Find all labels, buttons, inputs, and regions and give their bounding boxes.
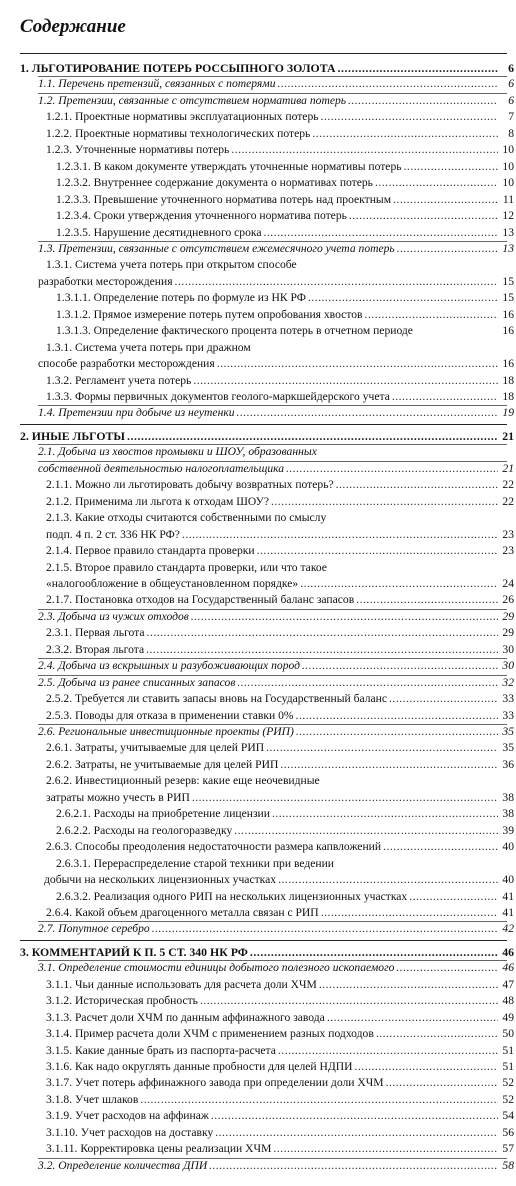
dot-leader — [192, 790, 498, 806]
toc-entry[interactable] — [0, 257, 516, 273]
dot-leader — [147, 625, 498, 641]
toc-entry[interactable] — [0, 724, 516, 740]
dot-leader — [349, 208, 498, 224]
toc-entry-text: 3.1.1. Чьи данные использовать для расчета доли ХЧМ — [46, 977, 317, 991]
dot-leader — [319, 977, 498, 993]
toc-entry-text: способе разработки месторождения — [38, 357, 215, 371]
toc-entry[interactable] — [0, 510, 516, 526]
dot-leader — [250, 944, 498, 960]
toc-entry[interactable] — [0, 241, 516, 257]
toc-entry[interactable] — [0, 290, 516, 306]
toc-page-number: 29 — [502, 609, 514, 623]
toc-entry[interactable] — [0, 340, 516, 356]
toc-page-number: 16 — [502, 357, 514, 371]
toc-entry[interactable] — [0, 389, 516, 405]
toc-entry-text: 3.1. Определение стоимости единицы добытого полезного ископаемого — [38, 961, 395, 975]
toc-entry[interactable] — [0, 1010, 516, 1026]
dot-leader — [312, 126, 498, 142]
toc-page-number: 10 — [502, 176, 514, 190]
dot-leader — [191, 609, 498, 625]
dot-leader — [200, 993, 498, 1009]
toc-entry[interactable] — [0, 790, 516, 806]
toc-entry-text: 2.5. Добыча из ранее списанных запасов — [38, 675, 236, 689]
dot-leader — [321, 109, 498, 125]
toc-entry[interactable] — [0, 625, 516, 641]
dot-leader — [302, 658, 498, 674]
toc-page-number: 23 — [502, 544, 514, 558]
toc-page-number: 19 — [502, 406, 514, 420]
dot-leader — [127, 428, 498, 444]
toc-entry-text: «налогообложение в общеустановленном порядке» — [46, 576, 299, 590]
toc-page-number: 29 — [502, 626, 514, 640]
toc-entry[interactable] — [0, 740, 516, 756]
toc-page-number: 38 — [502, 790, 514, 804]
toc-entry[interactable] — [0, 373, 516, 389]
toc-page-number: 30 — [502, 659, 514, 673]
toc-page-number: 13 — [502, 225, 514, 239]
dot-leader — [215, 1125, 498, 1141]
toc-entry[interactable] — [0, 274, 516, 290]
toc-entry[interactable] — [0, 1026, 516, 1042]
toc-entry[interactable] — [0, 592, 516, 608]
toc-entry-text: 3.1.4. Пример расчета доли ХЧМ с применением разных подходов — [46, 1027, 374, 1041]
toc-entry-text: 2.6.3.1. Перераспределение старой техники при ведении — [56, 856, 335, 870]
toc-entry-text: 2.4. Добыча из вскрышных и разубоживающих пород — [38, 659, 300, 673]
dot-leader — [296, 708, 498, 724]
toc-entry[interactable] — [0, 444, 516, 460]
dot-leader — [278, 76, 499, 92]
title-divider — [20, 53, 507, 54]
dot-leader — [409, 889, 498, 905]
toc-entry-text: 2.1.4. Первое правило стандарта проверки — [46, 544, 255, 558]
dot-leader — [308, 290, 498, 306]
toc-page-number: 51 — [502, 1060, 514, 1073]
chapter-divider — [20, 424, 507, 425]
toc-entry[interactable] — [0, 60, 516, 76]
toc-entry[interactable] — [0, 126, 516, 142]
toc-page-number: 46 — [502, 944, 514, 959]
toc-page-number: 6 — [508, 61, 514, 75]
dot-leader — [386, 1075, 498, 1091]
toc-page-number: 42 — [502, 922, 514, 936]
toc-entry-text: 2.1.5. Второе правило стандарта проверки, или что такое — [46, 560, 327, 574]
toc-page-number: 47 — [502, 977, 514, 991]
toc-entry[interactable] — [0, 658, 516, 674]
toc-entry-text: 1.3.1.1. Определение потерь по формуле из НК РФ — [56, 291, 306, 305]
dot-leader — [263, 225, 498, 241]
toc-entry[interactable] — [0, 839, 516, 855]
dot-leader — [321, 905, 498, 921]
toc-entry-text: 3.1.3. Расчет доли ХЧМ по данным аффинажного завода — [46, 1010, 325, 1024]
toc-entry-text: 2.6.3. Способы преодоления недостаточности размера капвложений — [46, 840, 382, 854]
dot-leader — [355, 1059, 498, 1075]
toc-page-number: 48 — [502, 994, 514, 1008]
toc-entry-text: 3.1.9. Учет расходов на аффинаж — [46, 1109, 209, 1123]
toc-entry-text: 3.1.5. Какие данные брать из паспорта-расчета — [46, 1043, 276, 1057]
toc-entry-text: 1.2.3.3. Превышение уточненного норматива потерь над проектным — [56, 192, 392, 206]
toc-entry-text: 1.3.1. Система учета потерь при дражном — [46, 340, 251, 354]
toc-page-number: 40 — [502, 873, 514, 887]
toc-entry[interactable] — [0, 1092, 516, 1108]
dot-leader — [231, 142, 498, 158]
toc-page-number: 50 — [502, 1027, 514, 1041]
dot-leader — [273, 1141, 498, 1157]
toc-entry-text: 1.2.1. Проектные нормативы эксплуатационных потерь — [46, 110, 319, 124]
dot-leader — [266, 740, 498, 756]
toc-entry[interactable] — [0, 1075, 516, 1091]
toc-page-number: 56 — [502, 1125, 514, 1139]
toc-entry[interactable] — [0, 93, 516, 109]
dot-leader — [393, 192, 498, 208]
dot-leader — [336, 477, 498, 493]
toc-page-number: 12 — [502, 209, 514, 223]
toc-entry[interactable] — [0, 856, 516, 872]
chapter-divider — [20, 940, 507, 941]
dot-leader — [271, 494, 498, 510]
toc-entry-text: 1.2.3.2. Внутреннее содержание документа о нормативах потерь — [56, 176, 373, 190]
toc-entry[interactable] — [0, 1125, 516, 1141]
toc-page-number: 41 — [502, 889, 514, 903]
toc-page-number: 23 — [502, 527, 514, 541]
toc-entry[interactable] — [0, 823, 516, 839]
dot-leader — [300, 576, 498, 592]
toc-page-number: 21 — [502, 461, 514, 475]
toc-entry[interactable] — [0, 609, 516, 625]
toc-entry-text: 2.6.2.1. Расходы на приобретение лицензии — [56, 807, 270, 821]
toc-entry-text: 3.1.6. Как надо округлять данные пробности для целей НДПИ — [46, 1060, 353, 1073]
toc-entry[interactable] — [0, 208, 516, 224]
toc-entry[interactable] — [0, 1141, 516, 1157]
toc-page-number: 11 — [502, 192, 514, 206]
toc-entry-text: собственной деятельностью налогоплательщика — [38, 461, 285, 475]
dot-leader — [209, 1158, 498, 1174]
toc-entry-text: 1. ЛЬГОТИРОВАНИЕ ПОТЕРЬ РОССЫПНОГО ЗОЛОТА — [20, 61, 336, 75]
toc-entry-text: 2.5.3. Поводы для отказа в применении ставки 0% — [46, 708, 294, 722]
toc-page-number: 22 — [502, 494, 514, 508]
toc-entry-text: 2.6.1. Затраты, учитываемые для целей РИП — [46, 741, 265, 755]
toc-page-number: 10 — [502, 159, 514, 173]
toc-entry-text: 1.2.3. Уточненные нормативы потерь — [46, 143, 230, 157]
toc-page-number: 51 — [502, 1043, 514, 1057]
dot-leader — [286, 461, 498, 477]
toc-entry-text: 2.6.2.2. Расходы на геологоразведку — [56, 823, 233, 837]
toc-entry-text: 1.3.1.2. Прямое измерение потерь путем опробования хвостов — [56, 307, 363, 321]
toc-entry[interactable] — [0, 225, 516, 241]
dot-leader — [152, 921, 498, 937]
toc-entry-text: 2.3. Добыча из чужих отходов — [38, 609, 189, 623]
page-title: Содержание — [20, 16, 126, 37]
toc-entry-text: 1.3. Претензии, связанные с отсутствием ежемесячного учета потерь — [38, 241, 395, 255]
toc-entry-text: 3.1.10. Учет расходов на доставку — [46, 1125, 214, 1139]
toc-entry[interactable] — [0, 192, 516, 208]
toc-page-number: 10 — [502, 143, 514, 157]
dot-leader — [175, 274, 498, 290]
toc-entry[interactable] — [0, 494, 516, 510]
toc-entry-text: 2.6.4. Какой объем драгоценного металла связан с РИП — [46, 905, 319, 919]
toc-entry[interactable] — [0, 642, 516, 658]
toc-entry-text: 1.4. Претензии при добыче из неутенки — [38, 406, 235, 420]
dot-leader — [217, 356, 498, 372]
dot-leader — [375, 175, 498, 191]
toc-entry[interactable] — [0, 323, 516, 339]
toc-page-number: 18 — [502, 373, 514, 387]
toc-entry[interactable] — [0, 109, 516, 125]
toc-page-number: 41 — [502, 905, 514, 919]
toc-page-number: 16 — [502, 307, 514, 321]
toc-entry-text: 3.1.8. Учет шлаков — [46, 1092, 139, 1106]
toc-page-number: 15 — [502, 274, 514, 288]
toc-entry-text: 2.6.2. Затраты, не учитываемые для целей РИП — [46, 757, 279, 771]
toc-page-number: 32 — [502, 675, 514, 689]
toc-page-number: 8 — [508, 126, 514, 140]
toc-page-number: 40 — [502, 840, 514, 854]
toc-entry-text: добычи на нескольких лицензионных участках — [44, 873, 277, 887]
dot-leader — [338, 60, 498, 76]
dot-leader — [237, 675, 498, 691]
toc-page-number: 30 — [502, 642, 514, 656]
dot-leader — [365, 307, 499, 323]
toc-entry[interactable] — [0, 757, 516, 773]
toc-page-number: 39 — [502, 823, 514, 837]
toc-entry-text: 1.2. Претензии, связанные с отсутствием норматива потерь — [38, 93, 347, 107]
dot-leader — [348, 93, 498, 109]
toc-entry-text: 2.1.2. Применима ли льгота к отходам ШОУ? — [46, 494, 269, 508]
toc-entry-text: 1.3.1. Система учета потерь при открытом способе — [46, 258, 297, 272]
toc-page-number: 36 — [502, 757, 514, 771]
dot-leader — [327, 1010, 498, 1026]
toc-entry-text: 3.2. Определение количества ДПИ — [38, 1158, 208, 1172]
dot-leader — [383, 839, 498, 855]
toc-page-number: 13 — [502, 241, 514, 255]
toc-page-number: 18 — [502, 390, 514, 403]
toc-entry[interactable] — [0, 773, 516, 789]
toc-page-number: 33 — [502, 692, 514, 706]
toc-entry-text: 3.1.7. Учет потерь аффинажного завода при определении доли ХЧМ — [46, 1076, 384, 1090]
toc-entry-text: 2.1.7. Постановка отходов на Государственный баланс запасов — [46, 593, 355, 607]
toc-entry-text: 2.6.2. Инвестиционный резерв: какие еще неочевидные — [46, 774, 320, 788]
toc-page-number: 24 — [502, 576, 514, 590]
toc-page-number: 57 — [502, 1142, 514, 1156]
dot-leader — [272, 806, 498, 822]
toc-entry-text: 1.2.3.4. Сроки утверждения уточненного норматива потерь — [56, 209, 347, 223]
toc-entry-text: 2.6.3.2. Реализация одного РИП на нескольких лицензионных участках — [56, 889, 408, 903]
toc-entry[interactable] — [0, 905, 516, 921]
toc-page-number: 6 — [508, 77, 514, 91]
toc-entry[interactable] — [0, 560, 516, 576]
toc-page-number: 21 — [502, 428, 514, 443]
toc-entry[interactable] — [0, 461, 516, 477]
toc-entry[interactable] — [0, 543, 516, 559]
toc-entry-text: затраты можно учесть в РИП — [46, 790, 190, 804]
toc-page-number: 7 — [508, 110, 514, 124]
dot-leader — [146, 642, 498, 658]
toc-page-number: 52 — [502, 1076, 514, 1090]
toc-entry[interactable] — [0, 477, 516, 493]
toc-page-number: 22 — [502, 478, 514, 492]
toc-entry-text: 1.3.2. Регламент учета потерь — [46, 373, 192, 387]
toc-entry-text: 2.5.2. Требуется ли ставить запасы вновь на Государственный баланс — [46, 692, 388, 706]
dot-leader — [404, 159, 498, 175]
toc-entry-text: 2.3.2. Вторая льгота — [46, 642, 145, 656]
toc-entry-text: подп. 4 п. 2 ст. 336 НК РФ? — [46, 527, 180, 541]
dot-leader — [376, 1026, 498, 1042]
toc-entry[interactable] — [0, 1158, 516, 1174]
toc-page-number: 26 — [502, 593, 514, 607]
toc-entry[interactable] — [0, 993, 516, 1009]
dot-leader — [182, 527, 498, 543]
toc-entry-text: 3.1.2. Историческая пробность — [46, 994, 198, 1008]
toc-entry-text: 2. ИНЫЕ ЛЬГОТЫ — [20, 428, 125, 443]
toc-entry[interactable] — [0, 142, 516, 158]
toc-page-number: 38 — [502, 807, 514, 821]
toc-page-number: 15 — [502, 291, 514, 305]
dot-leader — [257, 543, 498, 559]
toc-entry[interactable] — [0, 405, 516, 421]
toc-entry[interactable] — [0, 691, 516, 707]
toc-entry-text: 1.1. Перечень претензий, связанных с потерями — [38, 77, 276, 91]
toc-entry-text: 1.3.3. Формы первичных документов геолого-маркшейдерского учета — [46, 390, 390, 403]
toc-entry[interactable] — [0, 527, 516, 543]
toc-entry-text: 1.2.2. Проектные нормативы технологических потерь — [46, 126, 311, 140]
toc-page-number: 35 — [502, 741, 514, 755]
dot-leader — [280, 757, 498, 773]
toc-entry-text: 2.7. Попутное серебро — [38, 922, 150, 936]
toc-page-number: 54 — [502, 1109, 514, 1123]
toc-page-number: 6 — [508, 93, 514, 107]
dot-leader — [397, 241, 498, 257]
toc-entry-text: разработки месторождения — [38, 274, 173, 288]
dot-leader — [389, 691, 498, 707]
toc-entry[interactable] — [0, 159, 516, 175]
toc-entry[interactable] — [0, 977, 516, 993]
toc-entry-text: 1.2.3.5. Нарушение десятидневного срока — [56, 225, 262, 239]
toc-entry[interactable] — [0, 576, 516, 592]
toc-entry-text: 2.3.1. Первая льгота — [46, 626, 145, 640]
toc-entry[interactable] — [0, 872, 516, 888]
toc-page-number: 58 — [502, 1158, 514, 1172]
toc-entry-text: 1.3.1.3. Определение фактического процента потерь в отчетном периоде — [56, 324, 413, 338]
toc-entry-text: 1.2.3.1. В каком документе утверждать уточненные нормативы потерь — [56, 159, 402, 173]
toc-entry[interactable] — [0, 428, 516, 444]
dot-leader — [396, 960, 498, 976]
dot-leader — [392, 389, 498, 405]
toc-entry[interactable] — [0, 1108, 516, 1124]
toc-entry[interactable] — [0, 806, 516, 822]
dot-leader — [278, 1043, 498, 1059]
dot-leader — [211, 1108, 498, 1124]
toc-entry-text: 2.1.1. Можно ли льготировать добычу возвратных потерь? — [46, 478, 334, 492]
toc-entry[interactable] — [0, 1043, 516, 1059]
toc-entry[interactable] — [0, 307, 516, 323]
toc-page-number: 35 — [502, 725, 514, 738]
dot-leader — [356, 592, 498, 608]
dot-leader — [296, 724, 498, 740]
toc-entry[interactable] — [0, 76, 516, 92]
toc-entry[interactable] — [0, 175, 516, 191]
toc-entry-text: 3. КОММЕНТАРИЙ К П. 5 СТ. 340 НК РФ — [20, 944, 248, 959]
toc-entry[interactable] — [0, 1059, 516, 1075]
toc-entry-text: 2.6. Региональные инвестиционные проекты (РИП) — [38, 725, 294, 738]
toc-entry[interactable] — [0, 356, 516, 372]
toc-entry[interactable] — [0, 708, 516, 724]
toc-entry-text: 2.1. Добыча из хвостов промывки и ШОУ, образованных — [38, 445, 317, 459]
toc-entry-text: 2.1.3. Какие отходы считаются собственными по смыслу — [46, 511, 327, 525]
toc-entry[interactable] — [0, 921, 516, 937]
dot-leader — [140, 1092, 498, 1108]
toc-page-number: 46 — [502, 961, 514, 975]
toc-page-number: 52 — [502, 1092, 514, 1106]
dot-leader — [234, 823, 498, 839]
toc-entry[interactable] — [0, 889, 516, 905]
toc-page-number: 16 — [502, 324, 514, 338]
toc-entry[interactable] — [0, 675, 516, 691]
dot-leader — [278, 872, 498, 888]
dot-leader — [193, 373, 498, 389]
toc-entry-text: 3.1.11. Корректировка цены реализации ХЧМ — [46, 1142, 272, 1156]
dot-leader — [237, 405, 498, 421]
toc-entry[interactable] — [0, 960, 516, 976]
toc-entry[interactable] — [0, 944, 516, 960]
toc-page-number: 49 — [502, 1010, 514, 1024]
toc-page-number: 33 — [502, 708, 514, 722]
